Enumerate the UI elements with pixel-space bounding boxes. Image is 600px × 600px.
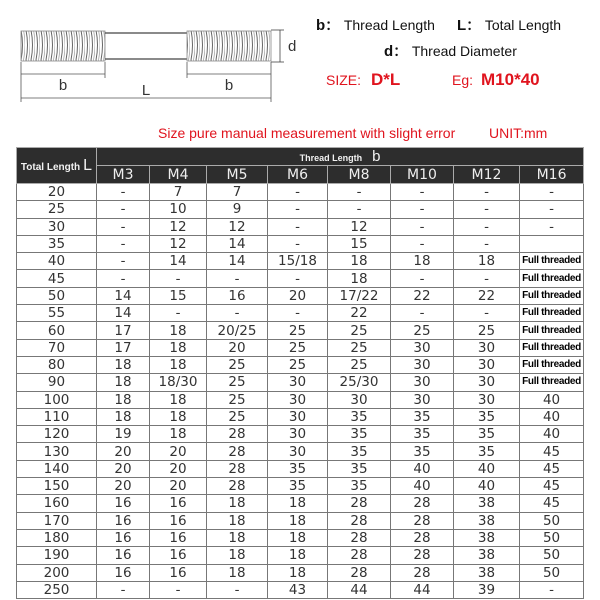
thread-length-cell: 35	[268, 478, 328, 495]
thread-length-cell: -	[454, 201, 520, 218]
total-length-cell: 170	[17, 512, 97, 529]
thread-length-cell: -	[97, 218, 150, 235]
total-length-cell: 140	[17, 460, 97, 477]
column-header-m12: M12	[454, 166, 520, 184]
table-row	[17, 495, 584, 512]
thread-length-cell: 18	[328, 253, 391, 270]
thread-length-cell: 18	[97, 356, 150, 373]
thread-length-cell: 40	[454, 478, 520, 495]
thread-length-cell: 35	[391, 443, 454, 460]
thread-length-cell: 30	[268, 443, 328, 460]
thread-length-cell: -	[454, 235, 520, 252]
thread-length-cell: 50	[520, 529, 584, 546]
thread-length-cell: 30	[391, 339, 454, 356]
table-row	[17, 305, 584, 322]
total-length-cell: 160	[17, 495, 97, 512]
thread-length-cell: Full threaded	[520, 287, 584, 304]
d-label: d	[288, 38, 297, 55]
thread-length-cell: 18	[150, 426, 207, 443]
thread-length-cell: 18	[268, 512, 328, 529]
thread-length-cell: 28	[391, 495, 454, 512]
total-length-cell: 190	[17, 547, 97, 564]
thread-length-cell: 25/30	[328, 374, 391, 391]
table-row	[17, 218, 584, 235]
thread-length-cell: 16	[150, 512, 207, 529]
table-row	[17, 356, 584, 373]
total-length-cell: 150	[17, 478, 97, 495]
thread-length-cell: -	[454, 305, 520, 322]
table-row	[17, 581, 584, 598]
thread-length-table	[16, 147, 584, 599]
thread-length-cell: -	[97, 184, 150, 201]
unit-note: UNIT:mm	[489, 125, 548, 141]
thread-length-cell: 30	[454, 374, 520, 391]
thread-length-cell: Full threaded	[520, 339, 584, 356]
thread-length-cell: 28	[391, 512, 454, 529]
thread-length-cell: 18	[207, 512, 268, 529]
legend-thread-diameter: d： Thread Diameter	[384, 43, 517, 60]
thread-length-cell: 25	[454, 322, 520, 339]
thread-length-cell: 35	[328, 443, 391, 460]
thread-length-cell: 25	[328, 356, 391, 373]
thread-length-cell: 30	[391, 356, 454, 373]
thread-length-cell: -	[150, 581, 207, 598]
thread-length-cell: 18/30	[150, 374, 207, 391]
thread-length-cell: 16	[150, 529, 207, 546]
total-length-cell: 50	[17, 287, 97, 304]
thread-length-cell: 25	[207, 356, 268, 373]
total-length-cell: 110	[17, 408, 97, 425]
size-example: Eg: M10*40	[452, 70, 540, 89]
thread-length-cell: 35	[328, 478, 391, 495]
thread-length-cell: 28	[328, 529, 391, 546]
thread-length-cell: 28	[207, 443, 268, 460]
total-length-cell: 35	[17, 235, 97, 252]
table-row	[17, 235, 584, 252]
table-row	[17, 184, 584, 201]
thread-length-cell: -	[454, 270, 520, 287]
total-length-cell: 90	[17, 374, 97, 391]
thread-length-cell: -	[268, 305, 328, 322]
thread-length-cell: 50	[520, 564, 584, 581]
measurement-note: Size pure manual measurement with slight error	[158, 125, 456, 141]
thread-length-cell: -	[150, 305, 207, 322]
thread-length-cell: 35	[328, 426, 391, 443]
thread-length-cell: -	[520, 201, 584, 218]
thread-length-cell: 15	[150, 287, 207, 304]
thread-length-cell: 35	[454, 408, 520, 425]
column-header-m6: M6	[268, 166, 328, 184]
thread-length-cell: 14	[207, 235, 268, 252]
legend-total-length: L： Total Length	[457, 17, 562, 34]
thread-length-cell: 45	[520, 460, 584, 477]
thread-length-cell: 35	[454, 443, 520, 460]
total-length-cell: 40	[17, 253, 97, 270]
thread-length-cell: 40	[454, 460, 520, 477]
thread-length-cell: 45	[520, 495, 584, 512]
thread-length-cell: 35	[328, 460, 391, 477]
total-length-cell: 45	[17, 270, 97, 287]
thread-length-cell: Full threaded	[520, 322, 584, 339]
thread-length-cell: 18	[150, 356, 207, 373]
table-row	[17, 339, 584, 356]
thread-length-cell: 20	[207, 339, 268, 356]
thread-length-cell: 38	[454, 564, 520, 581]
total-length-cell: 200	[17, 564, 97, 581]
total-length-cell: 100	[17, 391, 97, 408]
thread-length-cell: 25	[268, 322, 328, 339]
thread-length-cell: -	[268, 218, 328, 235]
thread-length-cell: 17	[97, 322, 150, 339]
thread-length-cell: 18	[207, 529, 268, 546]
thread-length-cell: 28	[391, 564, 454, 581]
thread-length-cell: 30	[268, 408, 328, 425]
thread-length-cell: 43	[268, 581, 328, 598]
thread-length-cell: 20	[150, 443, 207, 460]
legend-thread-length: b： Thread Length	[316, 17, 435, 34]
thread-length-cell: 25	[207, 408, 268, 425]
thread-length-cell: 45	[520, 478, 584, 495]
thread-length-cell: 28	[207, 478, 268, 495]
thread-length-cell: 28	[207, 460, 268, 477]
total-length-cell: 25	[17, 201, 97, 218]
column-header-m3: M3	[97, 166, 150, 184]
thread-length-cell: 18	[207, 564, 268, 581]
thread-length-cell: Full threaded	[520, 270, 584, 287]
thread-length-cell: -	[150, 270, 207, 287]
thread-length-cell: -	[520, 184, 584, 201]
table-row	[17, 287, 584, 304]
total-length-cell: 180	[17, 529, 97, 546]
thread-length-cell: 30	[454, 356, 520, 373]
stud-bolt-diagram	[0, 0, 300, 110]
thread-length-cell: 35	[268, 460, 328, 477]
thread-length-cell: 40	[520, 391, 584, 408]
thread-length-cell: 20	[97, 460, 150, 477]
thread-length-cell: 30	[454, 339, 520, 356]
thread-length-cell: -	[97, 581, 150, 598]
thread-length-cell: 17/22	[328, 287, 391, 304]
thread-length-cell: 35	[391, 426, 454, 443]
thread-length-cell: 16	[97, 547, 150, 564]
thread-length-cell: 38	[454, 495, 520, 512]
thread-length-cell: 18	[268, 529, 328, 546]
thread-length-cell: 19	[97, 426, 150, 443]
table-row	[17, 426, 584, 443]
thread-length-cell: 14	[97, 287, 150, 304]
total-length-cell: 80	[17, 356, 97, 373]
b-right-label: b	[224, 77, 234, 94]
thread-length-cell: -	[520, 218, 584, 235]
thread-length-cell: -	[328, 201, 391, 218]
thread-length-cell: -	[520, 581, 584, 598]
thread-length-cell: 18	[207, 547, 268, 564]
thread-length-cell: 18	[268, 564, 328, 581]
thread-length-cell: 18	[150, 322, 207, 339]
thread-length-cell: -	[268, 270, 328, 287]
thread-length-cell: 40	[520, 426, 584, 443]
thread-length-cell: 12	[150, 218, 207, 235]
table-row	[17, 322, 584, 339]
thread-length-cell: 30	[268, 374, 328, 391]
thread-length-cell: 40	[391, 478, 454, 495]
thread-length-cell: 22	[328, 305, 391, 322]
thread-length-cell: 18	[328, 270, 391, 287]
thread-length-cell: -	[207, 270, 268, 287]
table-row	[17, 201, 584, 218]
thread-length-cell: -	[207, 305, 268, 322]
thread-length-cell: 9	[207, 201, 268, 218]
thread-length-cell: -	[268, 201, 328, 218]
table-row	[17, 460, 584, 477]
thread-length-cell: 28	[328, 495, 391, 512]
thread-length-cell: 25	[207, 374, 268, 391]
thread-length-cell: 14	[97, 305, 150, 322]
table-row	[17, 443, 584, 460]
thread-length-cell: 18	[150, 339, 207, 356]
thread-length-cell: 25	[268, 356, 328, 373]
table-row	[17, 270, 584, 287]
table-row	[17, 478, 584, 495]
thread-length-cell: 25	[391, 322, 454, 339]
legend	[300, 0, 600, 110]
total-length-cell: 70	[17, 339, 97, 356]
thread-length-cell: 35	[454, 426, 520, 443]
table-row	[17, 374, 584, 391]
column-header-m10: M10	[391, 166, 454, 184]
thread-length-cell: 22	[454, 287, 520, 304]
table-row	[17, 512, 584, 529]
total-length-cell: 130	[17, 443, 97, 460]
thread-length-cell: 25	[207, 391, 268, 408]
thread-length-cell: 20	[150, 478, 207, 495]
thread-length-cell: 50	[520, 547, 584, 564]
thread-length-cell: 25	[328, 339, 391, 356]
thread-length-cell: 35	[391, 408, 454, 425]
thread-length-cell: 18	[268, 495, 328, 512]
thread-length-cell: 20	[97, 443, 150, 460]
thread-length-cell: 14	[207, 253, 268, 270]
b-left-label: b	[58, 77, 68, 94]
thread-length-cell: 18	[97, 374, 150, 391]
thread-length-cell: 18	[97, 391, 150, 408]
size-format: SIZE: D*L	[326, 70, 401, 89]
thread-length-cell: 18	[391, 253, 454, 270]
thread-length-cell: -	[391, 235, 454, 252]
thread-length-cell: 22	[391, 287, 454, 304]
thread-length-cell: 39	[454, 581, 520, 598]
thread-length-cell: 7	[207, 184, 268, 201]
thread-length-cell: -	[391, 218, 454, 235]
thread-length-cell: 25	[268, 339, 328, 356]
thread-length-cell: 44	[328, 581, 391, 598]
thread-length-cell: 15/18	[268, 253, 328, 270]
thread-length-cell: 18	[97, 408, 150, 425]
thread-length-cell: 16	[150, 547, 207, 564]
table-row	[17, 529, 584, 546]
thread-length-cell: -	[97, 270, 150, 287]
thread-length-cell: -	[391, 201, 454, 218]
column-header-m5: M5	[207, 166, 268, 184]
table-row	[17, 547, 584, 564]
total-length-cell: 250	[17, 581, 97, 598]
total-length-cell: 30	[17, 218, 97, 235]
thread-length-cell: 28	[328, 512, 391, 529]
thread-length-cell: Full threaded	[520, 374, 584, 391]
thread-length-cell: 30	[328, 391, 391, 408]
thread-length-cell: 30	[391, 374, 454, 391]
table-row	[17, 253, 584, 270]
thread-length-cell: -	[391, 184, 454, 201]
thread-length-cell: -	[207, 581, 268, 598]
header-total-length: Total Length L	[17, 148, 97, 184]
thread-length-cell: 38	[454, 529, 520, 546]
thread-length-cell: 16	[207, 287, 268, 304]
thread-length-cell: 18	[207, 495, 268, 512]
thread-length-cell: 38	[454, 547, 520, 564]
size-header-row	[17, 166, 584, 184]
thread-length-cell: Full threaded	[520, 305, 584, 322]
total-length-cell: 120	[17, 426, 97, 443]
thread-length-cell: 12	[207, 218, 268, 235]
stud-bolt-icon	[0, 0, 300, 110]
thread-length-cell: 50	[520, 512, 584, 529]
thread-length-cell: 20	[150, 460, 207, 477]
thread-length-cell: 16	[97, 495, 150, 512]
thread-length-cell: 16	[97, 529, 150, 546]
L-label: L	[141, 82, 151, 99]
thread-length-cell: 28	[328, 564, 391, 581]
thread-length-cell: 45	[520, 443, 584, 460]
thread-length-cell: 20/25	[207, 322, 268, 339]
thread-length-cell: 28	[207, 426, 268, 443]
thread-length-cell: -	[97, 235, 150, 252]
thread-length-cell: 10	[150, 201, 207, 218]
thread-length-cell: 38	[454, 512, 520, 529]
thread-length-cell: 28	[391, 547, 454, 564]
thread-length-cell: 12	[150, 235, 207, 252]
thread-length-cell: 28	[328, 547, 391, 564]
thread-length-cell: 28	[391, 529, 454, 546]
total-length-cell: 60	[17, 322, 97, 339]
thread-length-cell: 12	[328, 218, 391, 235]
thread-length-cell: 15	[328, 235, 391, 252]
thread-length-cell: 14	[150, 253, 207, 270]
thread-length-cell: Full threaded	[520, 356, 584, 373]
thread-length-cell: 17	[97, 339, 150, 356]
thread-length-cell: 40	[520, 408, 584, 425]
thread-length-cell: Full threaded	[520, 253, 584, 270]
thread-length-cell: 30	[391, 391, 454, 408]
thread-length-cell: 16	[150, 564, 207, 581]
thread-length-cell: 18	[268, 547, 328, 564]
thread-length-cell: -	[454, 218, 520, 235]
thread-length-cell: -	[268, 235, 328, 252]
thread-length-cell: 7	[150, 184, 207, 201]
thread-length-cell: 30	[268, 391, 328, 408]
thread-length-cell: -	[97, 253, 150, 270]
thread-length-cell: -	[328, 184, 391, 201]
thread-length-cell: -	[454, 184, 520, 201]
thread-length-cell: -	[97, 201, 150, 218]
thread-length-cell: 16	[97, 564, 150, 581]
thread-length-cell: -	[391, 305, 454, 322]
thread-length-cell: -	[391, 270, 454, 287]
thread-length-cell: 35	[328, 408, 391, 425]
table-row	[17, 408, 584, 425]
thread-length-cell: 25	[328, 322, 391, 339]
column-header-m4: M4	[150, 166, 207, 184]
thread-length-cell: 30	[454, 391, 520, 408]
total-length-cell: 20	[17, 184, 97, 201]
column-header-m8: M8	[328, 166, 391, 184]
total-length-cell: 55	[17, 305, 97, 322]
thread-length-cell: 30	[268, 426, 328, 443]
table-body	[17, 184, 584, 599]
thread-length-cell: 20	[97, 478, 150, 495]
thread-length-cell: 20	[268, 287, 328, 304]
thread-length-cell: 18	[150, 408, 207, 425]
thread-length-cell: 16	[97, 512, 150, 529]
header-thread-length: Thread Length b	[97, 148, 584, 166]
thread-length-cell: 16	[150, 495, 207, 512]
table-row	[17, 391, 584, 408]
thread-length-cell: -	[268, 184, 328, 201]
thread-length-cell	[520, 235, 584, 252]
thread-length-cell: 44	[391, 581, 454, 598]
thread-length-cell: 18	[454, 253, 520, 270]
thread-length-cell: 18	[150, 391, 207, 408]
thread-length-cell: 40	[391, 460, 454, 477]
column-header-m16: M16	[520, 166, 584, 184]
table-row	[17, 564, 584, 581]
